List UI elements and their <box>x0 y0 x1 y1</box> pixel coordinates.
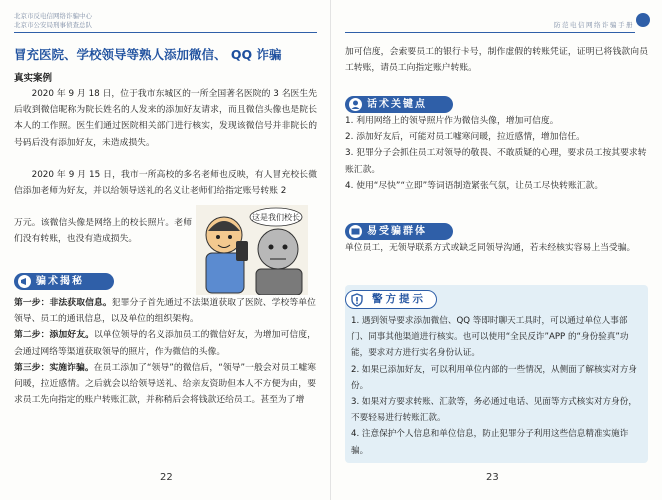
right-page <box>331 0 662 500</box>
section-title: 骗术揭秘 <box>36 276 84 287</box>
shield-icon <box>350 293 364 307</box>
step-text: 在员工添加了“领导”的微信后，“领导”一般会对员工嘘寒问暖，拉近感情。之后就会以给领导送礼、给亲友资助但本人不方便为由，要求员工先向指定的账户转账汇款，并称稍后会将钱款还给员工。甚至为了增 <box>14 362 316 406</box>
step-1 <box>14 295 316 327</box>
id-card-icon <box>349 225 362 238</box>
section-title: 话术关键点 <box>367 99 427 110</box>
vulnerable-group-text: 单位员工，无领导联系方式或缺乏同领导沟通，若未经核实容易上当受骗。 <box>345 243 636 253</box>
page-number-left: 22 <box>160 472 173 483</box>
section-title: 易受骗群体 <box>367 226 427 237</box>
list-item: 1. 利用网络上的领导照片作为微信头像，增加可信度。 <box>345 116 559 126</box>
step-text: 以单位领导的名义添加员工的微信好友，为增加可信度，会通过网络等渠道获取领导的照片，作为微信的头像。 <box>14 330 316 357</box>
steps-list <box>14 295 316 408</box>
left-header <box>14 12 194 30</box>
step-label: 第三步：实施诈骗。 <box>14 362 94 373</box>
section-scam-reveal <box>14 273 114 290</box>
header-org-1: 北京市反电信网络诈骗中心 <box>14 12 92 20</box>
case-paragraph-2b: 万元。该微信头像是网络上的校长照片。老师们没有转账，也没有造成损失。 <box>14 218 192 245</box>
page-number-right: 23 <box>486 472 499 483</box>
step-text: 犯罪分子首先通过不法渠道获取了医院、学校等单位领导、员工的通讯信息，以及单位的组织架构。 <box>14 298 316 325</box>
page-title: 冒充医院、学校领导等熟人添加微信、 QQ 诈骗 <box>14 47 282 62</box>
talk-points-list <box>345 113 648 194</box>
list-item: 3. 犯罪分子会抓住员工对领导的敬畏、不敢质疑的心理，要求员工按其要求转账汇款。 <box>345 148 647 175</box>
list-item: 4. 使用“尽快”“立即”等词语制造紧张气氛，让员工尽快转账汇款。 <box>345 180 604 191</box>
step-2 <box>14 327 316 359</box>
list-item: 2. 添加好友后，可能对员工嘘寒问暖，拉近感情，增加信任。 <box>345 132 585 143</box>
case-paragraph-1: 2020 年 9 月 18 日，位于我市东城区的一所全国著名医院的 3 名医生先后收到微信昵称为院长姓名的人发来的添加好友请求，而且微信头像也是院长本人的工作照。医生们通过医院相关部门进行核实，发现该微信号并非院长的号码后没有添加好友，未造成损失。 <box>14 89 317 148</box>
section-talk-points <box>345 96 453 113</box>
step-label: 第一步：非法获取信息。 <box>14 298 112 308</box>
step-3 <box>14 360 316 409</box>
list-item: 4. 注意保护个人信息和单位信息，防止犯罪分子利用这些信息精准实施诈骗。 <box>351 429 629 456</box>
list-item: 2. 如果已添加好友，可以利用单位内部的一些情况，从侧面了解核实对方身份。 <box>351 364 637 391</box>
speech-bubble-text: 这是我们校长 <box>252 213 300 222</box>
user-icon <box>349 98 362 111</box>
right-header: 防范电信网络诈骗手册 <box>554 21 634 29</box>
case-paragraph-2a: 2020 年 9 月 15 日，我市一所高校的多名老师也反映，有人冒充校长微信添加老师为好友，并以给领导送礼的名义让老师们给指定账号转账 2 <box>14 170 317 197</box>
case-subtitle: 真实案例 <box>14 73 53 84</box>
step-label: 第二步：添加好友。 <box>14 330 94 341</box>
police-tips-list <box>351 313 643 459</box>
list-item: 1. 遇到领导要求添加微信、QQ 等即时聊天工具时，可以通过单位人事部门、同事其他渠道进行核实。也可以使用“全民反诈”APP 的“身份验真”功能，要求对方进行实名身份认证。 <box>351 316 629 359</box>
header-rule <box>14 32 317 33</box>
section-title: 警方提示 <box>372 293 426 305</box>
header-org-2: 北京市公安局刑事侦查总队 <box>14 21 92 29</box>
phone-scam-illustration <box>196 205 308 295</box>
list-item: 3. 如果对方要求转账、汇款等，务必通过电话、见面等方式核实对方身份，不要轻易进行转账汇款。 <box>351 397 637 424</box>
header-badge-icon <box>636 13 650 27</box>
intro-paragraph: 加可信度，会索要员工的银行卡号，制作虚假的转账凭证，证明已将钱款向员工转账，请员工向指定账户转账。 <box>345 47 648 74</box>
section-police-tips <box>345 290 437 309</box>
section-vulnerable-group <box>345 223 453 240</box>
header-rule <box>345 32 635 33</box>
megaphone-icon <box>18 275 31 288</box>
